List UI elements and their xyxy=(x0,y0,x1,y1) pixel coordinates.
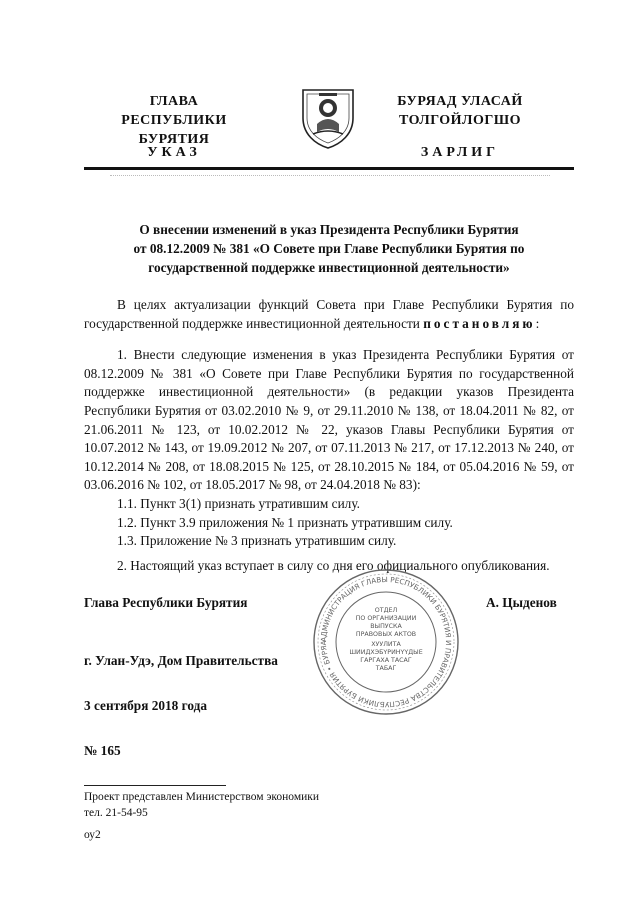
header-right-line2: ТОЛГОЙЛОГШО xyxy=(398,113,522,128)
stamp-ring-text: АДМИНИСТРАЦИЯ ГЛАВЫ РЕСПУБЛИКИ БУРЯТИЯ И ПРАВИТЕЛЬСТВА РЕСПУБЛИКИ БУРЯТИЯ • БУРЯА xyxy=(318,574,454,710)
header-right xyxy=(370,92,550,130)
official-round-stamp xyxy=(312,568,460,716)
footer-note-text: Проект представлен Министерством экономики xyxy=(84,791,320,803)
item-2: 2. Настоящий указ вступает в силу со дня его официального опубликования. xyxy=(117,557,550,573)
stamp-line8: ТАБАГ xyxy=(375,665,397,672)
item-1-1: 1.1. Пункт 3(1) признать утратившим силу. xyxy=(117,495,360,511)
footer-phone: тел. 21-54-95 xyxy=(84,807,148,819)
stamp-line1: ОТДЕЛ xyxy=(374,607,398,614)
coat-of-arms-emblem-icon xyxy=(299,84,357,150)
title-line2: от 08.12.2009 № 381 «О Совете при Главе Республики Бурятия по xyxy=(133,241,525,256)
header-divider xyxy=(84,167,574,170)
signature-position: Глава Республики Бурятия xyxy=(84,595,248,610)
doc-type-right: ЗАРЛИГ xyxy=(420,145,500,160)
item-1: 1. Внести следующие изменения в указ Президента Республики Бурятия от 08.12.2009 № 381 «О Совете при Главе Республики Бурятия по государственной поддержке инвестиционной деятельности» (в редакции указов Президента Республики Бурятия от 03.02.2010 № 9, от 29.11.2010 № 138, от 18.04.2011 № 82, от 21.06.2011 № 123, от 10.02.2012 № 22, указов Главы Республики Бурятия от 10.07.2012 № 143, от 19.09.2012 № 207, от 07.11.2013 № 217, от 17.12.2013 № 240, от 10.12.2014 № 208, от 18.08.2015 № 125, от 28.10.2015 № 184, от 05.04.2016 № 59, от 03.06.2016 № 102, от 18.05.2017 № 98, от 24.04.2018 № 83): xyxy=(84,347,574,493)
stamp-line5: ХУУЛИТА xyxy=(371,641,401,648)
signature-number: № 165 xyxy=(84,743,121,758)
header-dotted-line xyxy=(110,175,550,177)
decree-word: постановляю xyxy=(423,315,536,331)
preamble-text: В целях актуализации функций Совета при Главе Республики Бурятия по государственной поддержке инвестиционной деятельности xyxy=(84,297,574,331)
item-1-3: 1.3. Приложение № 3 признать утратившим силу. xyxy=(117,533,397,549)
stamp-line7: ГАРГАХА ТАСАГ xyxy=(360,657,412,664)
stamp-line4: ПРАВОВЫХ АКТОВ xyxy=(355,631,417,638)
document-title xyxy=(84,220,574,277)
signature-place: г. Улан-Удэ, Дом Правительства xyxy=(84,653,278,668)
footer-code: оу2 xyxy=(84,829,101,841)
item-1-2: 1.2. Пункт 3.9 приложения № 1 признать утратившим силу. xyxy=(117,514,453,530)
signature-name: А. Цыденов xyxy=(486,595,557,610)
header-left xyxy=(84,92,264,149)
header-right-line1: БУРЯАД УЛАСАЙ xyxy=(397,94,523,109)
preamble-paragraph xyxy=(84,296,574,333)
footer-divider xyxy=(84,785,226,786)
doc-type-left: УКАЗ xyxy=(147,145,201,160)
header-left-line2: РЕСПУБЛИКИ БУРЯТИЯ xyxy=(121,113,227,147)
footer-note xyxy=(84,789,319,821)
title-line3: государственной поддержке инвестиционной деятельности» xyxy=(148,260,510,275)
header-left-line1: ГЛАВА xyxy=(149,94,199,109)
signature-date: 3 сентября 2018 года xyxy=(84,698,207,713)
stamp-line6: ШИИДХЭБҮРИНҮҮДЫЕ xyxy=(349,649,423,656)
document-body xyxy=(84,296,574,575)
stamp-line2: ПО ОРГАНИЗАЦИИ xyxy=(355,615,417,622)
title-line1: О внесении изменений в указ Президента Республики Бурятия xyxy=(139,222,519,237)
stamp-line3: ВЫПУСКА xyxy=(370,623,402,630)
decree-colon: : xyxy=(535,315,540,331)
